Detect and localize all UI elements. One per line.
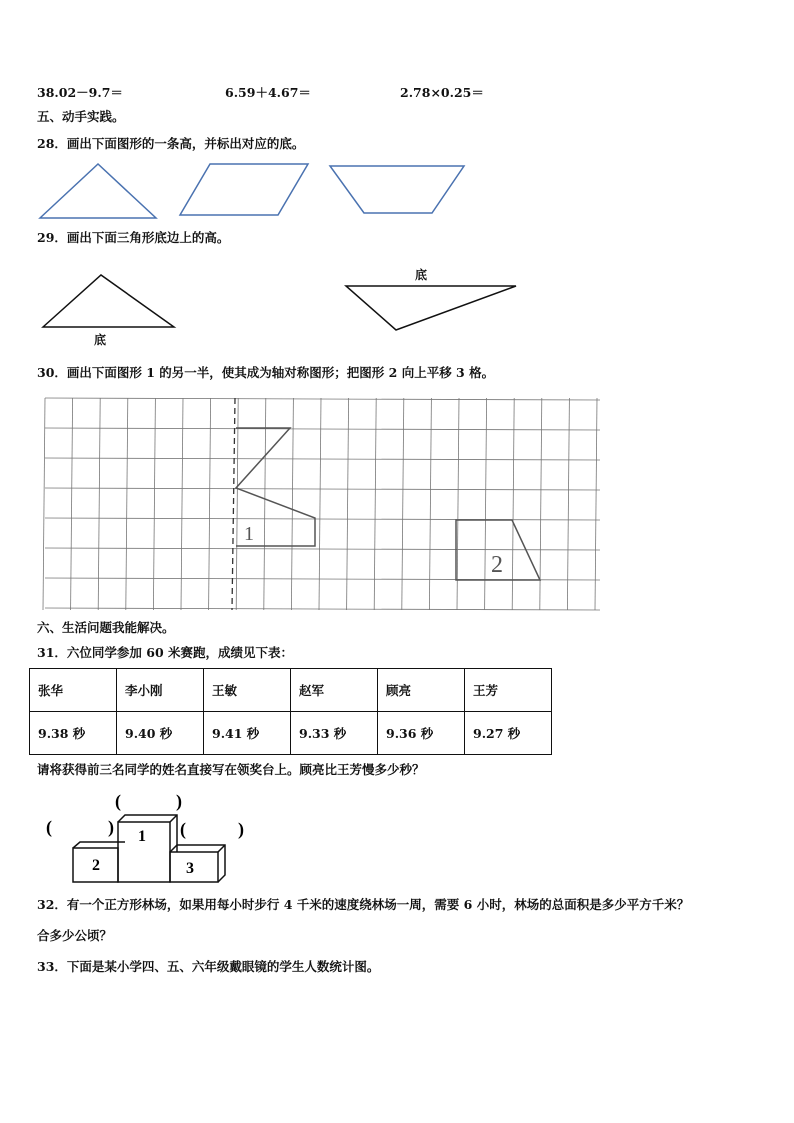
question-32-line-1: 32．有一个正方形林场，如果用每小时步行 4 千米的速度绕林场一周，需要 6 小时，林场的总面积是多少平方千米？ (37, 897, 690, 912)
table-cell: 9.33 秒 (291, 712, 378, 755)
question-30: 30．画出下面图形 1 的另一半，使其成为轴对称图形；把图形 2 向上平移 3 格。 (37, 365, 495, 380)
figure-1-label: 1 (244, 523, 254, 545)
figure-2-label: 2 (491, 552, 503, 578)
calc-item-3: 2.78×0.25＝ (400, 85, 484, 100)
section-6-heading: 六、生活问题我能解决。 (37, 620, 175, 635)
podium-third-label: 3 (186, 860, 194, 877)
paren-open-third: ( (180, 819, 186, 839)
paren-close-third: ) (238, 819, 244, 839)
table-cell: 张华 (30, 669, 117, 712)
table-cell: 9.36 秒 (378, 712, 465, 755)
table-cell: 李小刚 (117, 669, 204, 712)
paren-open-second: ( (46, 817, 52, 837)
paren-close-first: ) (176, 791, 182, 811)
paren-open-first: ( (115, 791, 121, 811)
table-cell: 9.27 秒 (465, 712, 552, 755)
question-31: 31．六位同学参加 60 米赛跑，成绩见下表： (37, 645, 293, 660)
question-29: 29．画出下面三角形底边上的高。 (37, 230, 230, 245)
podium-first-label: 1 (138, 828, 146, 845)
table-cell: 赵军 (291, 669, 378, 712)
q29-left-base-label: 底 (94, 333, 107, 347)
question-32-line-2: 合多少公顷？ (37, 928, 113, 943)
paren-close-second: ) (108, 817, 114, 837)
podium-second-label: 2 (92, 857, 100, 874)
question-31-prompt: 请将获得前三名同学的姓名直接写在领奖台上。顾亮比王芳慢多少秒？ (37, 762, 425, 777)
calc-item-1: 38.02－9.7＝ (37, 85, 123, 100)
section-5-heading: 五、动手实践。 (37, 109, 125, 124)
table-cell: 9.41 秒 (204, 712, 291, 755)
calc-item-2: 6.59＋4.67＝ (225, 85, 311, 100)
question-33: 33．下面是某小学四、五、六年级戴眼镜的学生人数统计图。 (37, 959, 380, 974)
table-cell: 9.38 秒 (30, 712, 117, 755)
table-cell: 9.40 秒 (117, 712, 204, 755)
table-cell: 王敏 (204, 669, 291, 712)
q29-right-base-label: 底 (415, 268, 428, 282)
question-28: 28．画出下面图形的一条高，并标出对应的底。 (37, 136, 305, 151)
table-cell: 顾亮 (378, 669, 465, 712)
table-cell: 王芳 (465, 669, 552, 712)
